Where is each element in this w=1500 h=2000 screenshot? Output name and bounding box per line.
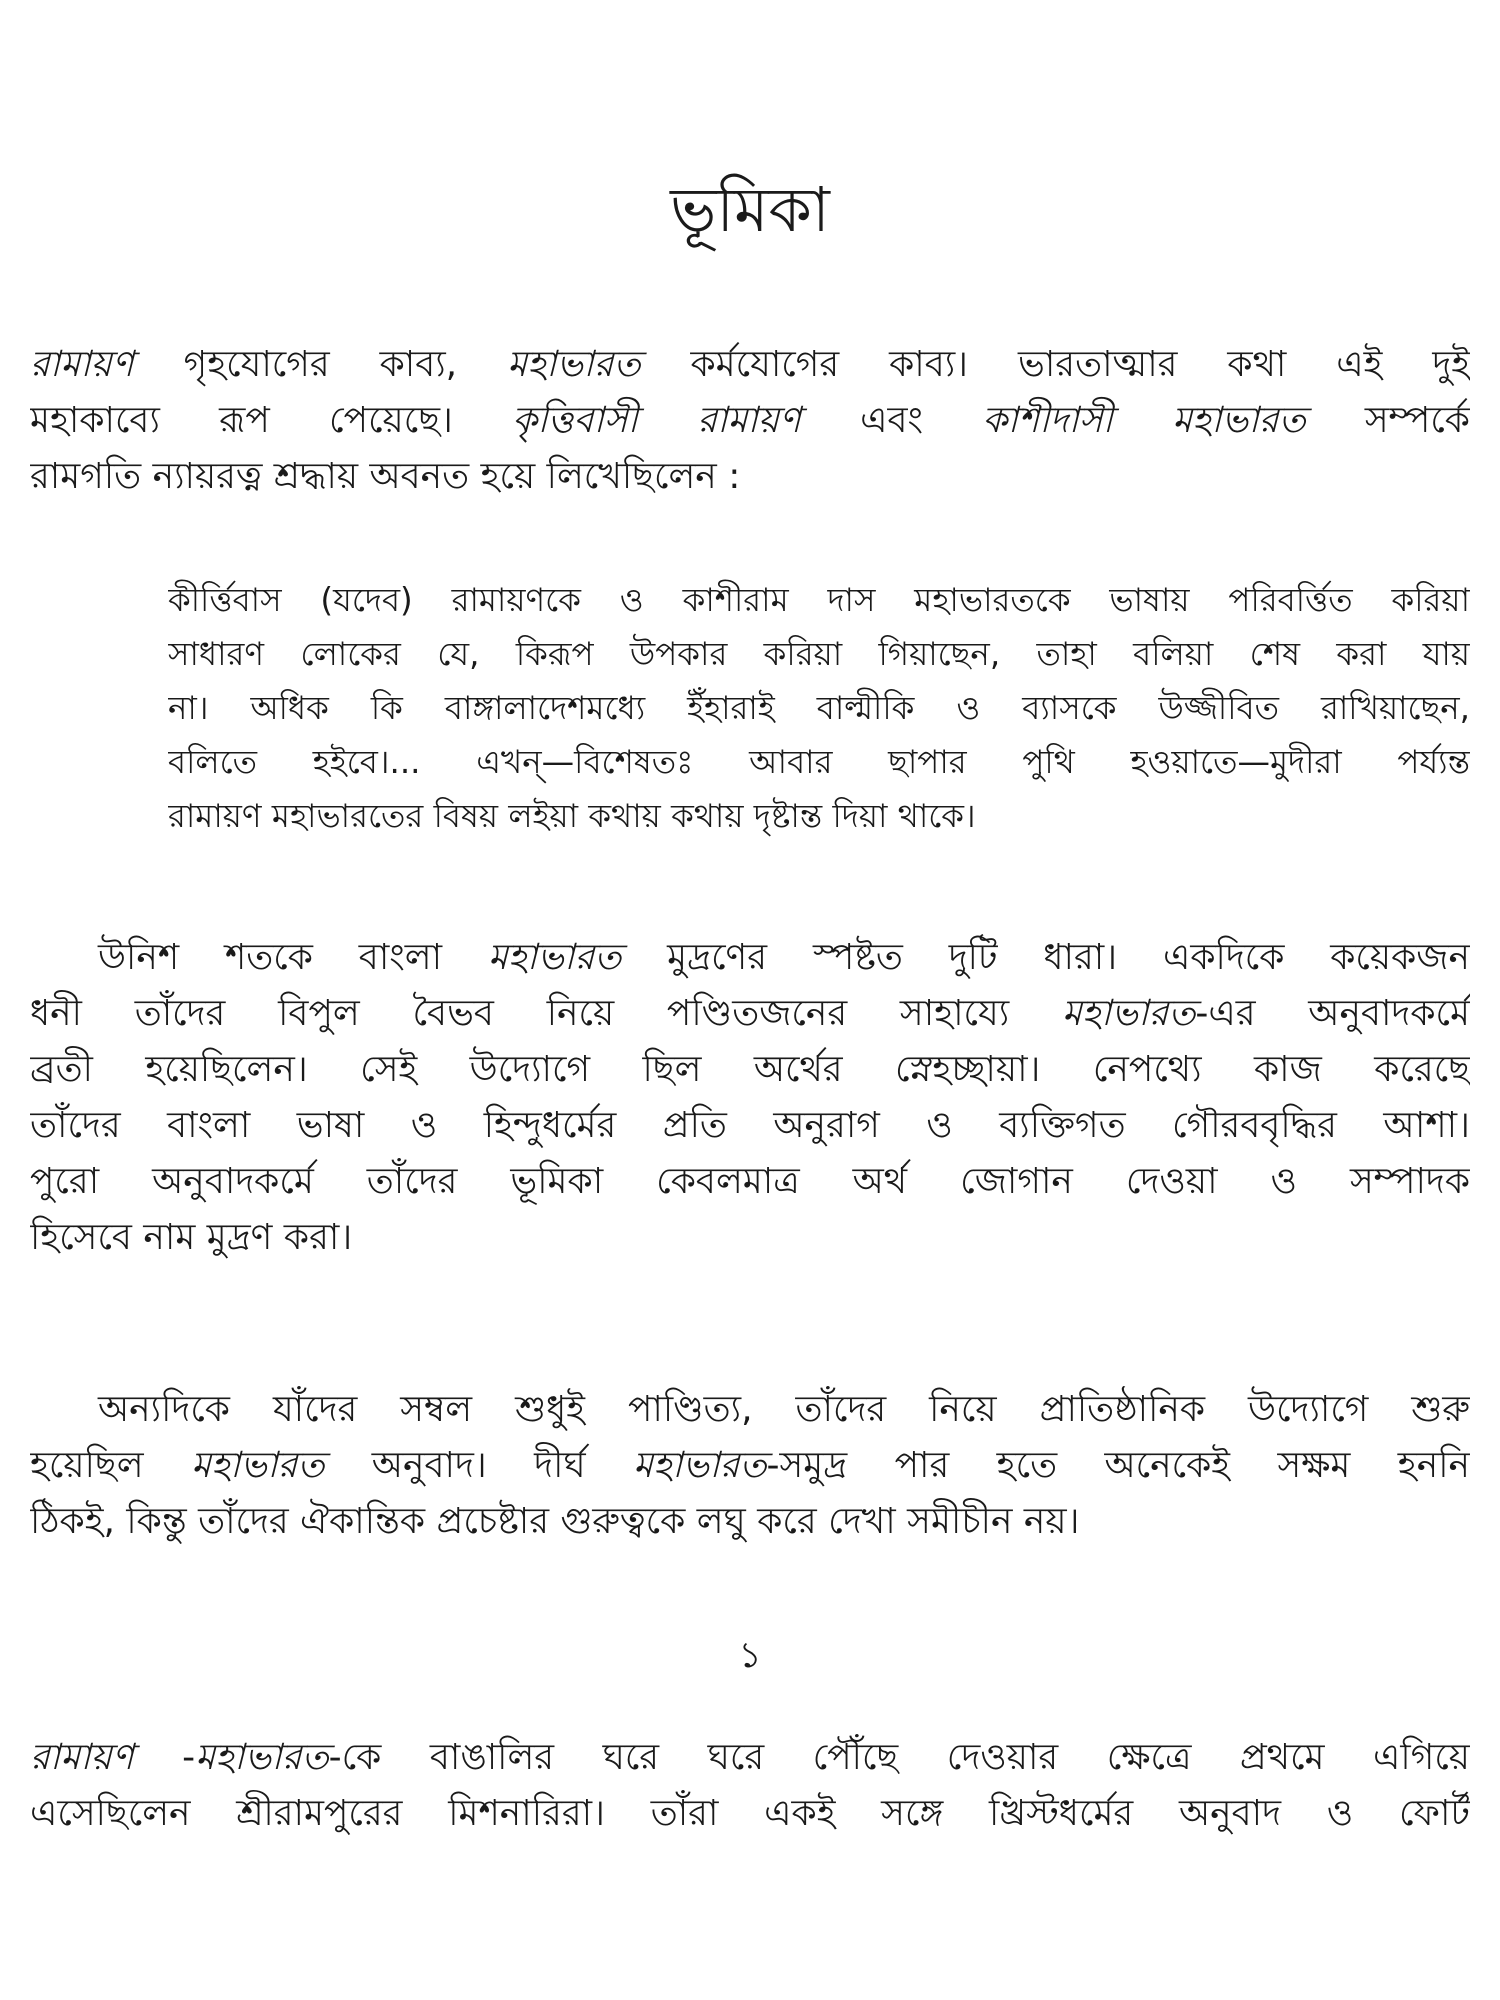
- text-line: ব্রতী হয়েছিলেন। সেই উদ্যোগে ছিল অর্থের স্নেহচ্ছায়া। নেপথ্যে কাজ করেছে: [30, 1049, 1470, 1090]
- page-title: ভূমিকা: [670, 173, 830, 246]
- text-line: ঠিকই, কিন্তু তাঁদের ঐকান্তিক প্রচেষ্টার গুরুত্বকে লঘু করে দেখা সমীচীন নয়।: [30, 1501, 1080, 1542]
- paragraph-intro: [30, 337, 1470, 505]
- section-number: ১: [738, 1635, 762, 1676]
- paragraph-scholars: [30, 1382, 1470, 1550]
- text-line: উনিশ শতকে বাংলা মহাভারত মুদ্রণের স্পষ্টত দুটি ধারা। একদিকে কয়েকজন: [98, 937, 1470, 978]
- text-line: ধনী তাঁদের বিপুল বৈভব নিয়ে পণ্ডিতজনের সাহায্যে মহাভারত-এর অনুবাদকর্মে: [30, 993, 1470, 1034]
- quote-line: রামায়ণ মহাভারতের বিষয় লইয়া কথায় কথায় দৃষ্টান্ত দিয়া থাকে।: [168, 797, 976, 835]
- text-line: রামায়ণ -মহাভারত-কে বাঙালির ঘরে ঘরে পৌঁছে দেওয়ার ক্ষেত্রে প্রথমে এগিয়ে: [30, 1737, 1470, 1778]
- text-line: এসেছিলেন শ্রীরামপুরের মিশনারিরা। তাঁরা একই সঙ্গে খ্রিস্টধর্মের অনুবাদ ও ফোর্ট: [30, 1793, 1470, 1834]
- text-line: রামগতি ন্যায়রত্ন শ্রদ্ধায় অবনত হয়ে লিখেছিলেন :: [30, 456, 741, 497]
- quote-line: কীর্ত্তিবাস (যদেব) রামায়ণকে ও কাশীরাম দাস মহাভারতকে ভাষায় পরিবর্ত্তিত করিয়া: [168, 581, 1470, 619]
- text-line: রামায়ণ গৃহযোগের কাব্য, মহাভারত কর্মযোগের কাব্য। ভারতাত্মার কথা এই দুই: [30, 344, 1470, 385]
- italic-title: মহাভারত: [195, 1737, 329, 1778]
- quote-line: সাধারণ লোকের যে, কিরূপ উপকার করিয়া গিয়াছেন, তাহা বলিয়া শেষ করা যায়: [168, 635, 1470, 673]
- text-line: মহাকাব্যে রূপ পেয়েছে। কৃত্তিবাসী রামায়ণ এবং কাশীদাসী মহাভারত সম্পর্কে: [30, 400, 1470, 441]
- italic-title: মহাভারত: [1061, 993, 1196, 1034]
- block-quote: [168, 573, 1470, 843]
- italic-title: রামায়ণ: [30, 344, 134, 385]
- italic-title: কৃত্তিবাসী রামায়ণ: [512, 400, 801, 441]
- text-line: তাঁদের বাংলা ভাষা ও হিন্দুধর্মের প্রতি অনুরাগ ও ব্যক্তিগত গৌরববৃদ্ধির আশা।: [30, 1105, 1470, 1146]
- italic-title: মহাভারত: [190, 1445, 325, 1486]
- text-line: হিসেবে নাম মুদ্রণ করা।: [30, 1217, 353, 1258]
- italic-title: মহাভারত: [487, 937, 622, 978]
- italic-title: মহাভারত: [633, 1445, 767, 1486]
- paragraph-nineteenth-century: [30, 930, 1470, 1266]
- quote-line: না। অধিক কি বাঙ্গালাদেশমধ্যে ইঁহারাই বাল্মীকি ও ব্যাসকে উজ্জীবিত রাখিয়াছেন,: [168, 689, 1470, 727]
- italic-title: কাশীদাসী মহাভারত: [982, 400, 1306, 441]
- italic-title: মহাভারত: [507, 344, 641, 385]
- paragraph-missionaries: [30, 1730, 1470, 1842]
- text-line: অন্যদিকে যাঁদের সম্বল শুধুই পাণ্ডিত্য, তাঁদের নিয়ে প্রাতিষ্ঠানিক উদ্যোগে শুরু: [98, 1389, 1470, 1430]
- quote-line: বলিতে হইবে।... এখন্—বিশেষতঃ আবার ছাপার পুথি হওয়াতে—মুদীরা পর্য্যন্ত: [168, 743, 1470, 781]
- italic-title: রামায়ণ: [30, 1737, 134, 1778]
- text-line: পুরো অনুবাদকর্মে তাঁদের ভূমিকা কেবলমাত্র অর্থ জোগান দেওয়া ও সম্পাদক: [30, 1161, 1470, 1202]
- text-line: হয়েছিল মহাভারত অনুবাদ। দীর্ঘ মহাভারত-সমুদ্র পার হতে অনেকেই সক্ষম হননি: [30, 1445, 1470, 1486]
